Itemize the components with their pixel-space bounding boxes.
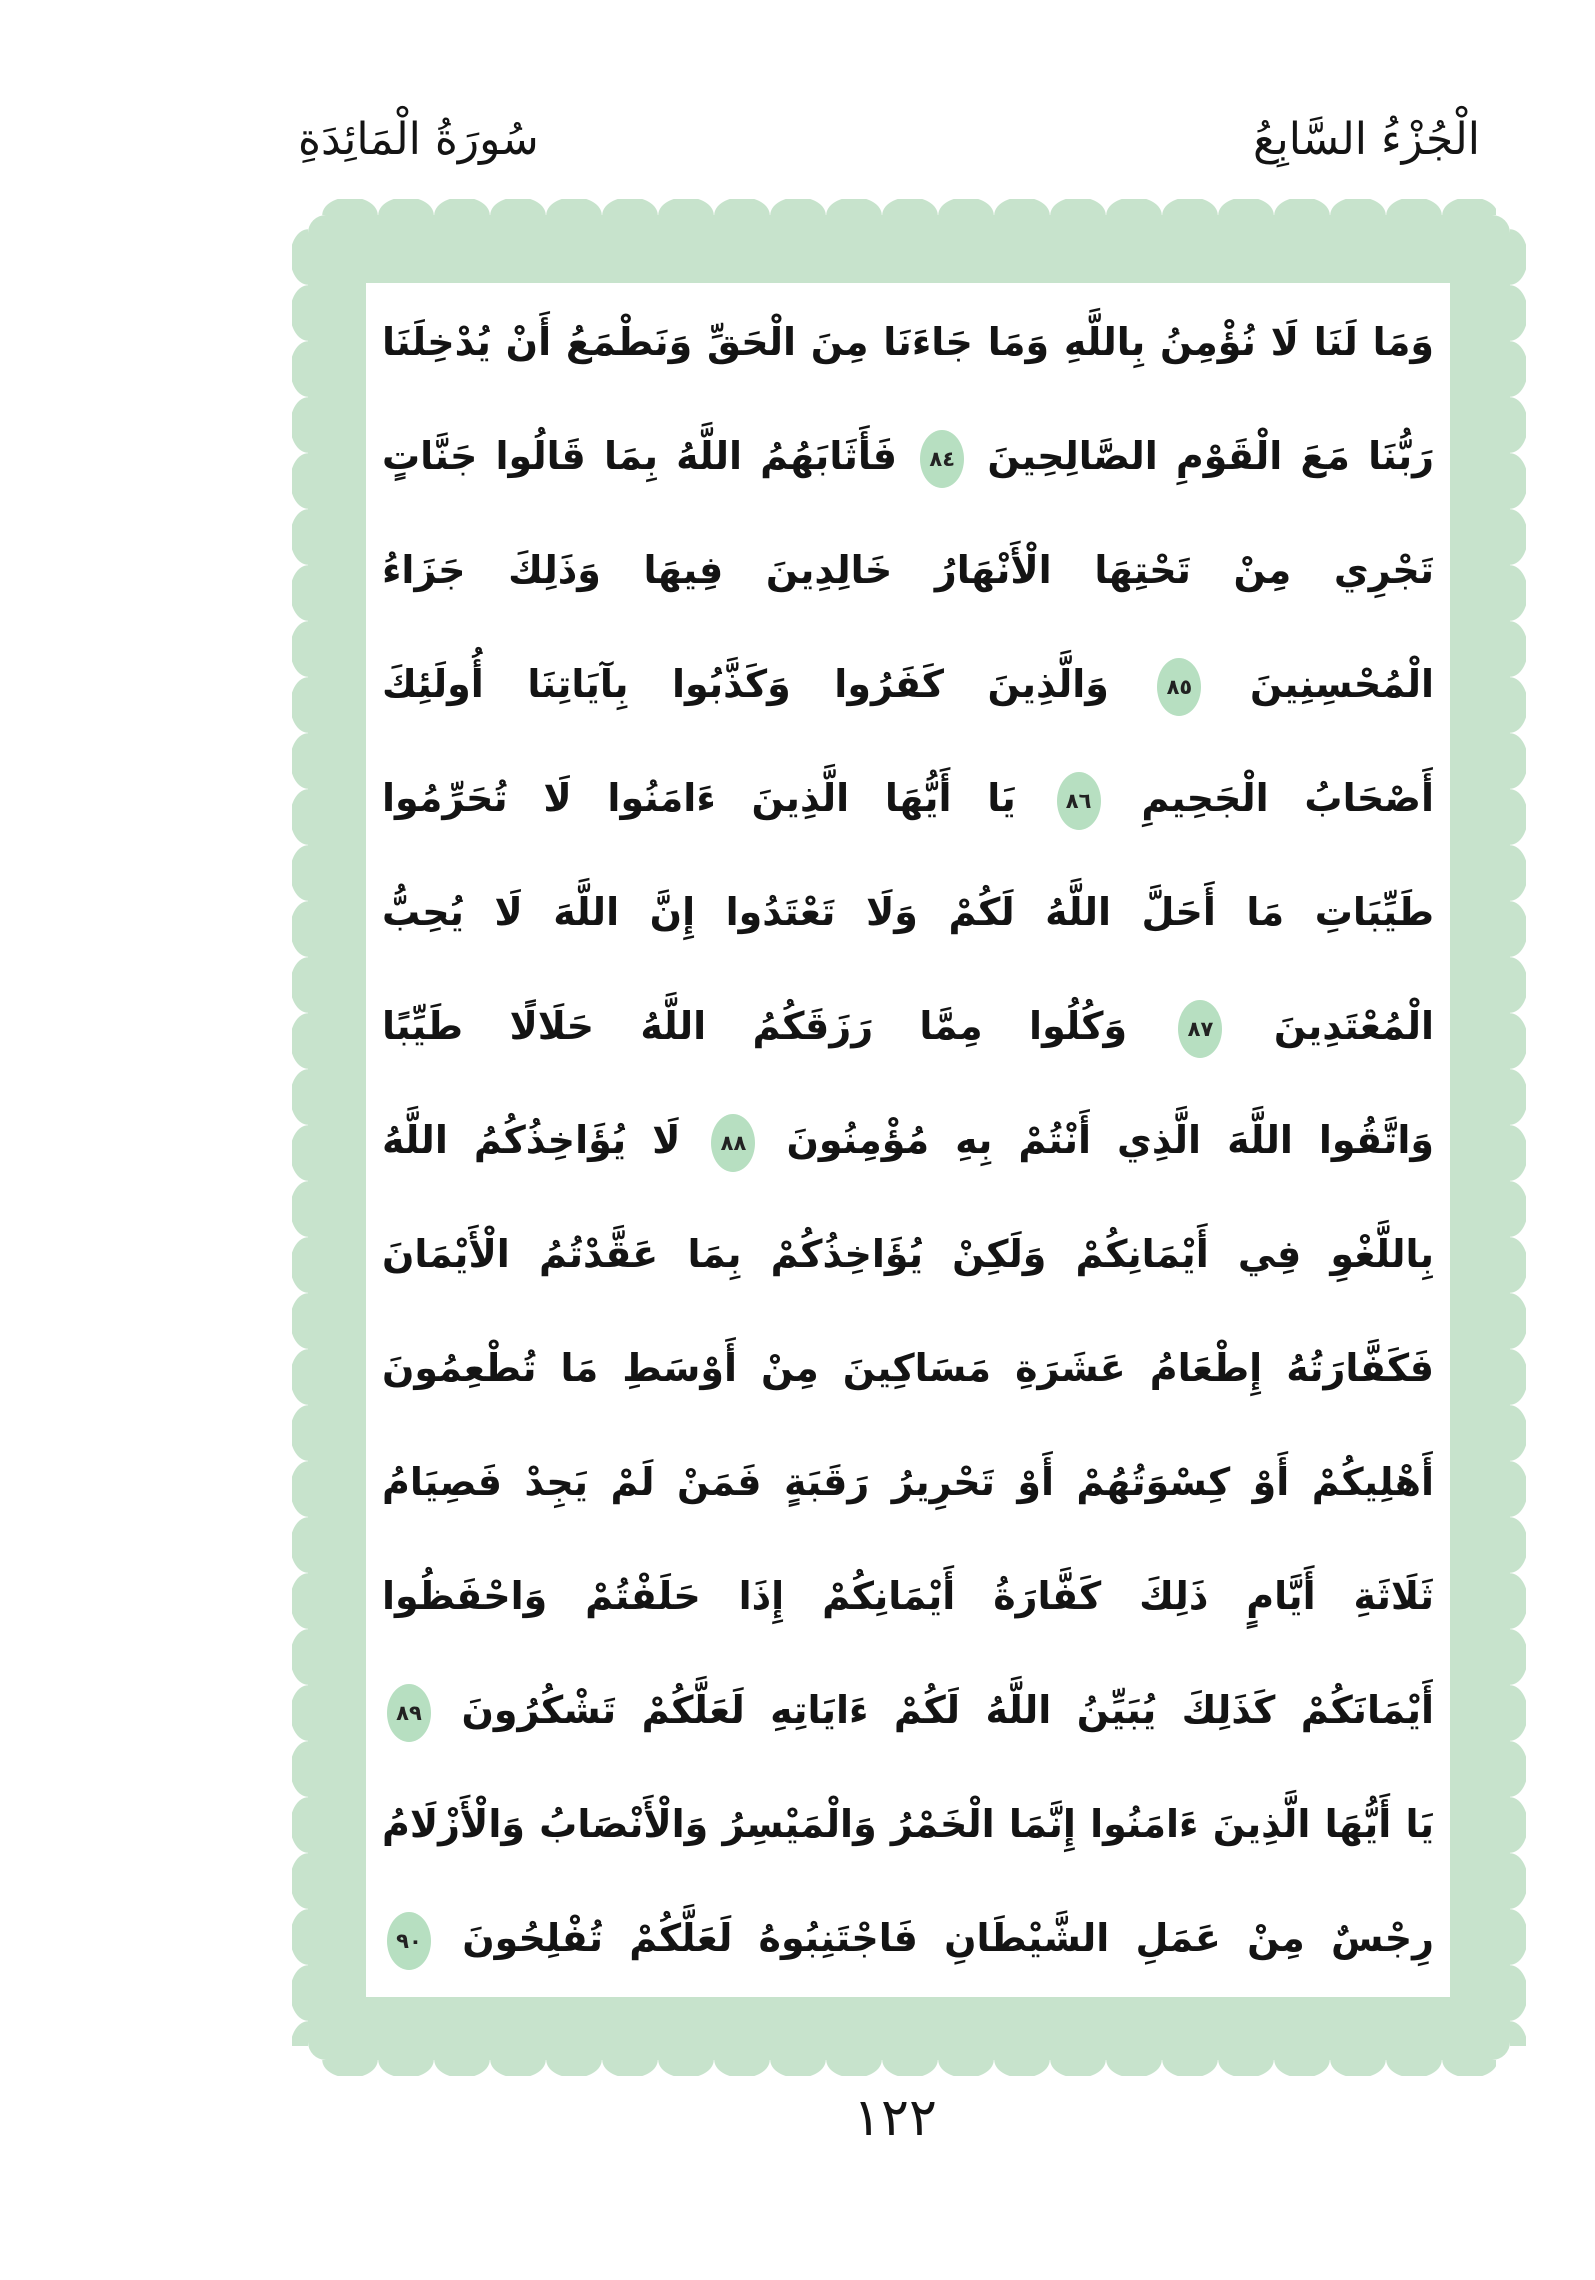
quran-text-segment: بِاللَّغْوِ فِي أَيْمَانِكُمْ وَلَكِنْ يُؤَاخِذُكُمْ بِمَا عَقَّدْتُمُ الْأَيْمَانَ [382,1232,1434,1276]
quran-text-segment: وَكُلُوا مِمَّا رَزَقَكُمُ اللَّهُ حَلَالًا طَيِّبًا [382,1004,1128,1048]
quran-text-segment: الْمُعْتَدِينَ [1273,1004,1434,1048]
text-panel [366,283,1450,1997]
quran-text-segment: رَبُّنَا مَعَ الْقَوْمِ الصَّالِحِينَ [987,434,1434,478]
quran-text-segment: ثَلَاثَةِ أَيَّامٍ ذَلِكَ كَفَّارَةُ أَيْمَانِكُمْ إِذَا حَلَفْتُمْ وَاحْفَظُوا [382,1574,1434,1618]
quran-text-segment: الْمُحْسِنِينَ [1249,662,1434,706]
quran-line [382,1767,1434,1881]
quran-line [382,513,1434,627]
quran-line [382,1881,1434,1995]
quran-line [382,285,1434,399]
quran-text-segment: وَاتَّقُوا اللَّهَ الَّذِي أَنْتُمْ بِهِ مُؤْمِنُونَ [786,1118,1434,1162]
quran-line [382,1425,1434,1539]
decorative-frame [308,215,1510,2060]
quran-text-segment: فَأَثَابَهُمُ اللَّهُ بِمَا قَالُوا جَنَّاتٍ [382,434,898,478]
quran-line [382,1653,1434,1767]
verse-number-marker: ٨٨ [711,1114,755,1172]
quran-line [382,1083,1434,1197]
verse-number-marker: ٨٦ [1057,772,1101,830]
verse-number-marker: ٩٠ [387,1912,431,1970]
page-number: ١٢٢ [853,2088,937,2148]
quran-line [382,627,1434,741]
frame-scallop-left [292,229,308,2046]
frame-scallop-right [1510,229,1526,2046]
quran-line [382,741,1434,855]
quran-line [382,399,1434,513]
quran-line [382,1311,1434,1425]
quran-text-segment: يَا أَيُّهَا الَّذِينَ ءَامَنُوا لَا تُحَرِّمُوا [382,776,1016,820]
quran-line [382,1197,1434,1311]
verse-number-marker: ٨٧ [1178,1000,1222,1058]
surah-header: سُورَةُ الْمَائِدَةِ [298,114,539,165]
quran-line [382,969,1434,1083]
verse-number-marker: ٨٩ [387,1684,431,1742]
quran-line [382,855,1434,969]
verse-number-marker: ٨٥ [1157,658,1201,716]
frame-scallop-top [322,199,1496,215]
quran-text-segment: أَصْحَابُ الْجَحِيمِ [1141,776,1434,820]
quran-text-segment: لَا يُؤَاخِذُكُمُ اللَّهُ [382,1118,681,1162]
quran-text-segment: رِجْسٌ مِنْ عَمَلِ الشَّيْطَانِ فَاجْتَنِبُوهُ لَعَلَّكُمْ تُفْلِحُونَ [462,1916,1434,1960]
quran-text-segment: طَيِّبَاتِ مَا أَحَلَّ اللَّهُ لَكُمْ وَلَا تَعْتَدُوا إِنَّ اللَّهَ لَا يُحِبُّ [382,890,1434,934]
quran-text-segment: أَهْلِيكُمْ أَوْ كِسْوَتُهُمْ أَوْ تَحْرِيرُ رَقَبَةٍ فَمَنْ لَمْ يَجِدْ فَصِيَامُ [382,1460,1434,1504]
verse-number-marker: ٨٤ [920,430,964,488]
quran-line [382,1539,1434,1653]
frame-scallop-bottom [322,2060,1496,2076]
quran-text-segment: يَا أَيُّهَا الَّذِينَ ءَامَنُوا إِنَّمَا الْخَمْرُ وَالْمَيْسِرُ وَالْأَنْصَابُ وَالْأَزْلَامُ [382,1802,1434,1846]
quran-lines [382,285,1434,1995]
quran-text-segment: فَكَفَّارَتُهُ إِطْعَامُ عَشَرَةِ مَسَاكِينَ مِنْ أَوْسَطِ مَا تُطْعِمُونَ [382,1346,1434,1390]
quran-text-segment: وَالَّذِينَ كَفَرُوا وَكَذَّبُوا بِآيَاتِنَا أُولَئِكَ [382,662,1109,706]
quran-text-segment: تَجْرِي مِنْ تَحْتِهَا الْأَنْهَارُ خَالِدِينَ فِيهَا وَذَلِكَ جَزَاءُ [382,548,1434,592]
quran-text-segment: وَمَا لَنَا لَا نُؤْمِنُ بِاللَّهِ وَمَا جَاءَنَا مِنَ الْحَقِّ وَنَطْمَعُ أَنْ يُدْخِلَنَا [382,320,1434,364]
juz-header: الْجُزْءُ السَّابِعُ [1253,114,1480,165]
quran-text-segment: أَيْمَانَكُمْ كَذَلِكَ يُبَيِّنُ اللَّهُ لَكُمْ ءَايَاتِهِ لَعَلَّكُمْ تَشْكُرُونَ [461,1688,1434,1732]
